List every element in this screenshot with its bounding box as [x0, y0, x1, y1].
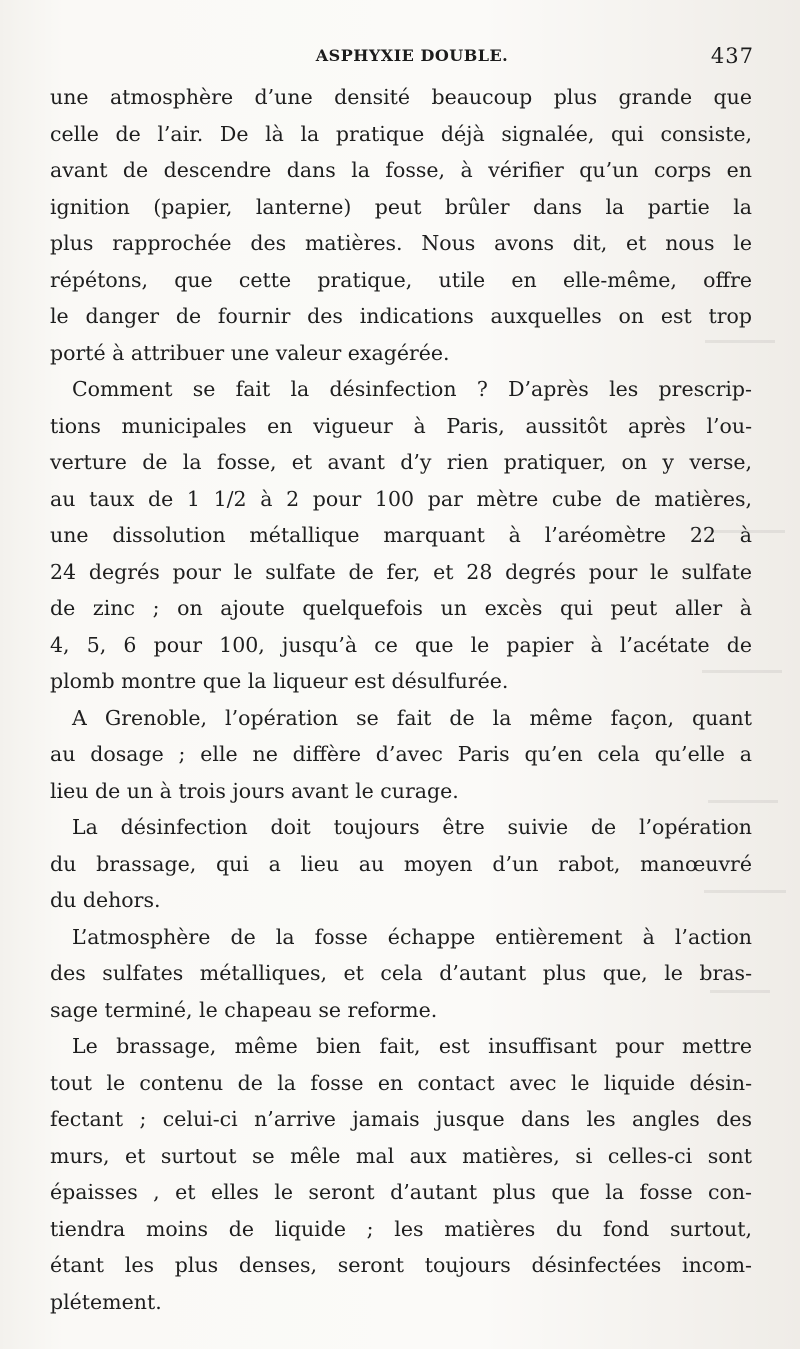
- text-line: murs, et surtout se mêle mal aux matières, si celles-ci sont: [50, 1143, 752, 1168]
- body-text: [50, 79, 752, 1320]
- paragraph: [50, 919, 752, 1029]
- text-line: au dosage ; elle ne diffère d’avec Paris qu’en cela qu’elle a: [50, 742, 752, 766]
- text-line: tout le contenu de la fosse en contact avec le liquide désin-: [50, 1070, 752, 1095]
- text-line: plétement.: [50, 1289, 162, 1314]
- text-line: 24 degrés pour le sulfate de fer, et 28 degrés pour le sulfate: [50, 559, 752, 584]
- text-line: sage terminé, le chapeau se reforme.: [50, 997, 438, 1022]
- text-line: avant de descendre dans la fosse, à vérifier qu’un corps en: [50, 158, 752, 182]
- text-line: le danger de fournir des indications auxquelles on est trop: [50, 304, 752, 328]
- text-line: porté à attribuer une valeur exagérée.: [50, 340, 450, 365]
- text-line: épaisses , et elles le seront d’autant plus que la fosse con-: [50, 1180, 752, 1204]
- text-line: verture de la fosse, et avant d’y rien pratiquer, on y verse,: [50, 450, 752, 474]
- text-line: une atmosphère d’une densité beaucoup plus grande que: [50, 85, 752, 109]
- paragraph: [50, 809, 752, 919]
- paragraph: [50, 371, 752, 700]
- paragraph: [50, 1028, 752, 1320]
- text-line: du brassage, qui a lieu au moyen d’un rabot, manœuvré: [50, 851, 752, 876]
- text-line: du dehors.: [50, 888, 161, 912]
- text-line: celle de l’air. De là la pratique déjà signalée, qui consiste,: [50, 121, 752, 146]
- text-line: La désinfection doit toujours être suivie de l’opération: [72, 815, 752, 839]
- text-line: Le brassage, même bien fait, est insuffisant pour mettre: [72, 1034, 752, 1058]
- text-line: lieu de un à trois jours avant le curage.: [50, 778, 459, 803]
- paragraph: [50, 700, 752, 810]
- text-line: des sulfates métalliques, et cela d’autant plus que, le bras-: [50, 961, 752, 985]
- page-header: [50, 44, 754, 76]
- text-line: plus rapprochée des matières. Nous avons dit, et nous le: [50, 231, 752, 255]
- text-line: A Grenoble, l’opération se fait de la même façon, quant: [72, 705, 752, 730]
- running-title: ASPHYXIE DOUBLE.: [315, 46, 509, 65]
- text-line: tiendra moins de liquide ; les matières du fond surtout,: [50, 1216, 752, 1241]
- text-line: 4, 5, 6 pour 100, jusqu’à ce que le papier à l’acétate de: [50, 632, 752, 657]
- text-line: Comment se fait la désinfection ? D’après les prescrip-: [72, 377, 752, 401]
- page-number: 437: [710, 44, 754, 68]
- text-line: répétons, que cette pratique, utile en elle-même, offre: [50, 267, 752, 292]
- text-line: tions municipales en vigueur à Paris, aussitôt après l’ou-: [50, 413, 752, 438]
- text-line: au taux de 1 1/2 à 2 pour 100 par mètre cube de matières,: [50, 486, 752, 511]
- text-line: une dissolution métallique marquant à l’aréomètre 22 à: [50, 523, 752, 547]
- text-line: plomb montre que la liqueur est désulfurée.: [50, 669, 509, 693]
- text-line: étant les plus denses, seront toujours désinfectées incom-: [50, 1253, 752, 1277]
- text-line: fectant ; celui-ci n’arrive jamais jusque dans les angles des: [50, 1107, 752, 1131]
- paragraph: [50, 79, 752, 371]
- text-line: L’atmosphère de la fosse échappe entièrement à l’action: [72, 924, 752, 949]
- text-line: de zinc ; on ajoute quelquefois un excès qui peut aller à: [50, 596, 752, 620]
- text-line: ignition (papier, lanterne) peut brûler dans la partie la: [50, 194, 752, 219]
